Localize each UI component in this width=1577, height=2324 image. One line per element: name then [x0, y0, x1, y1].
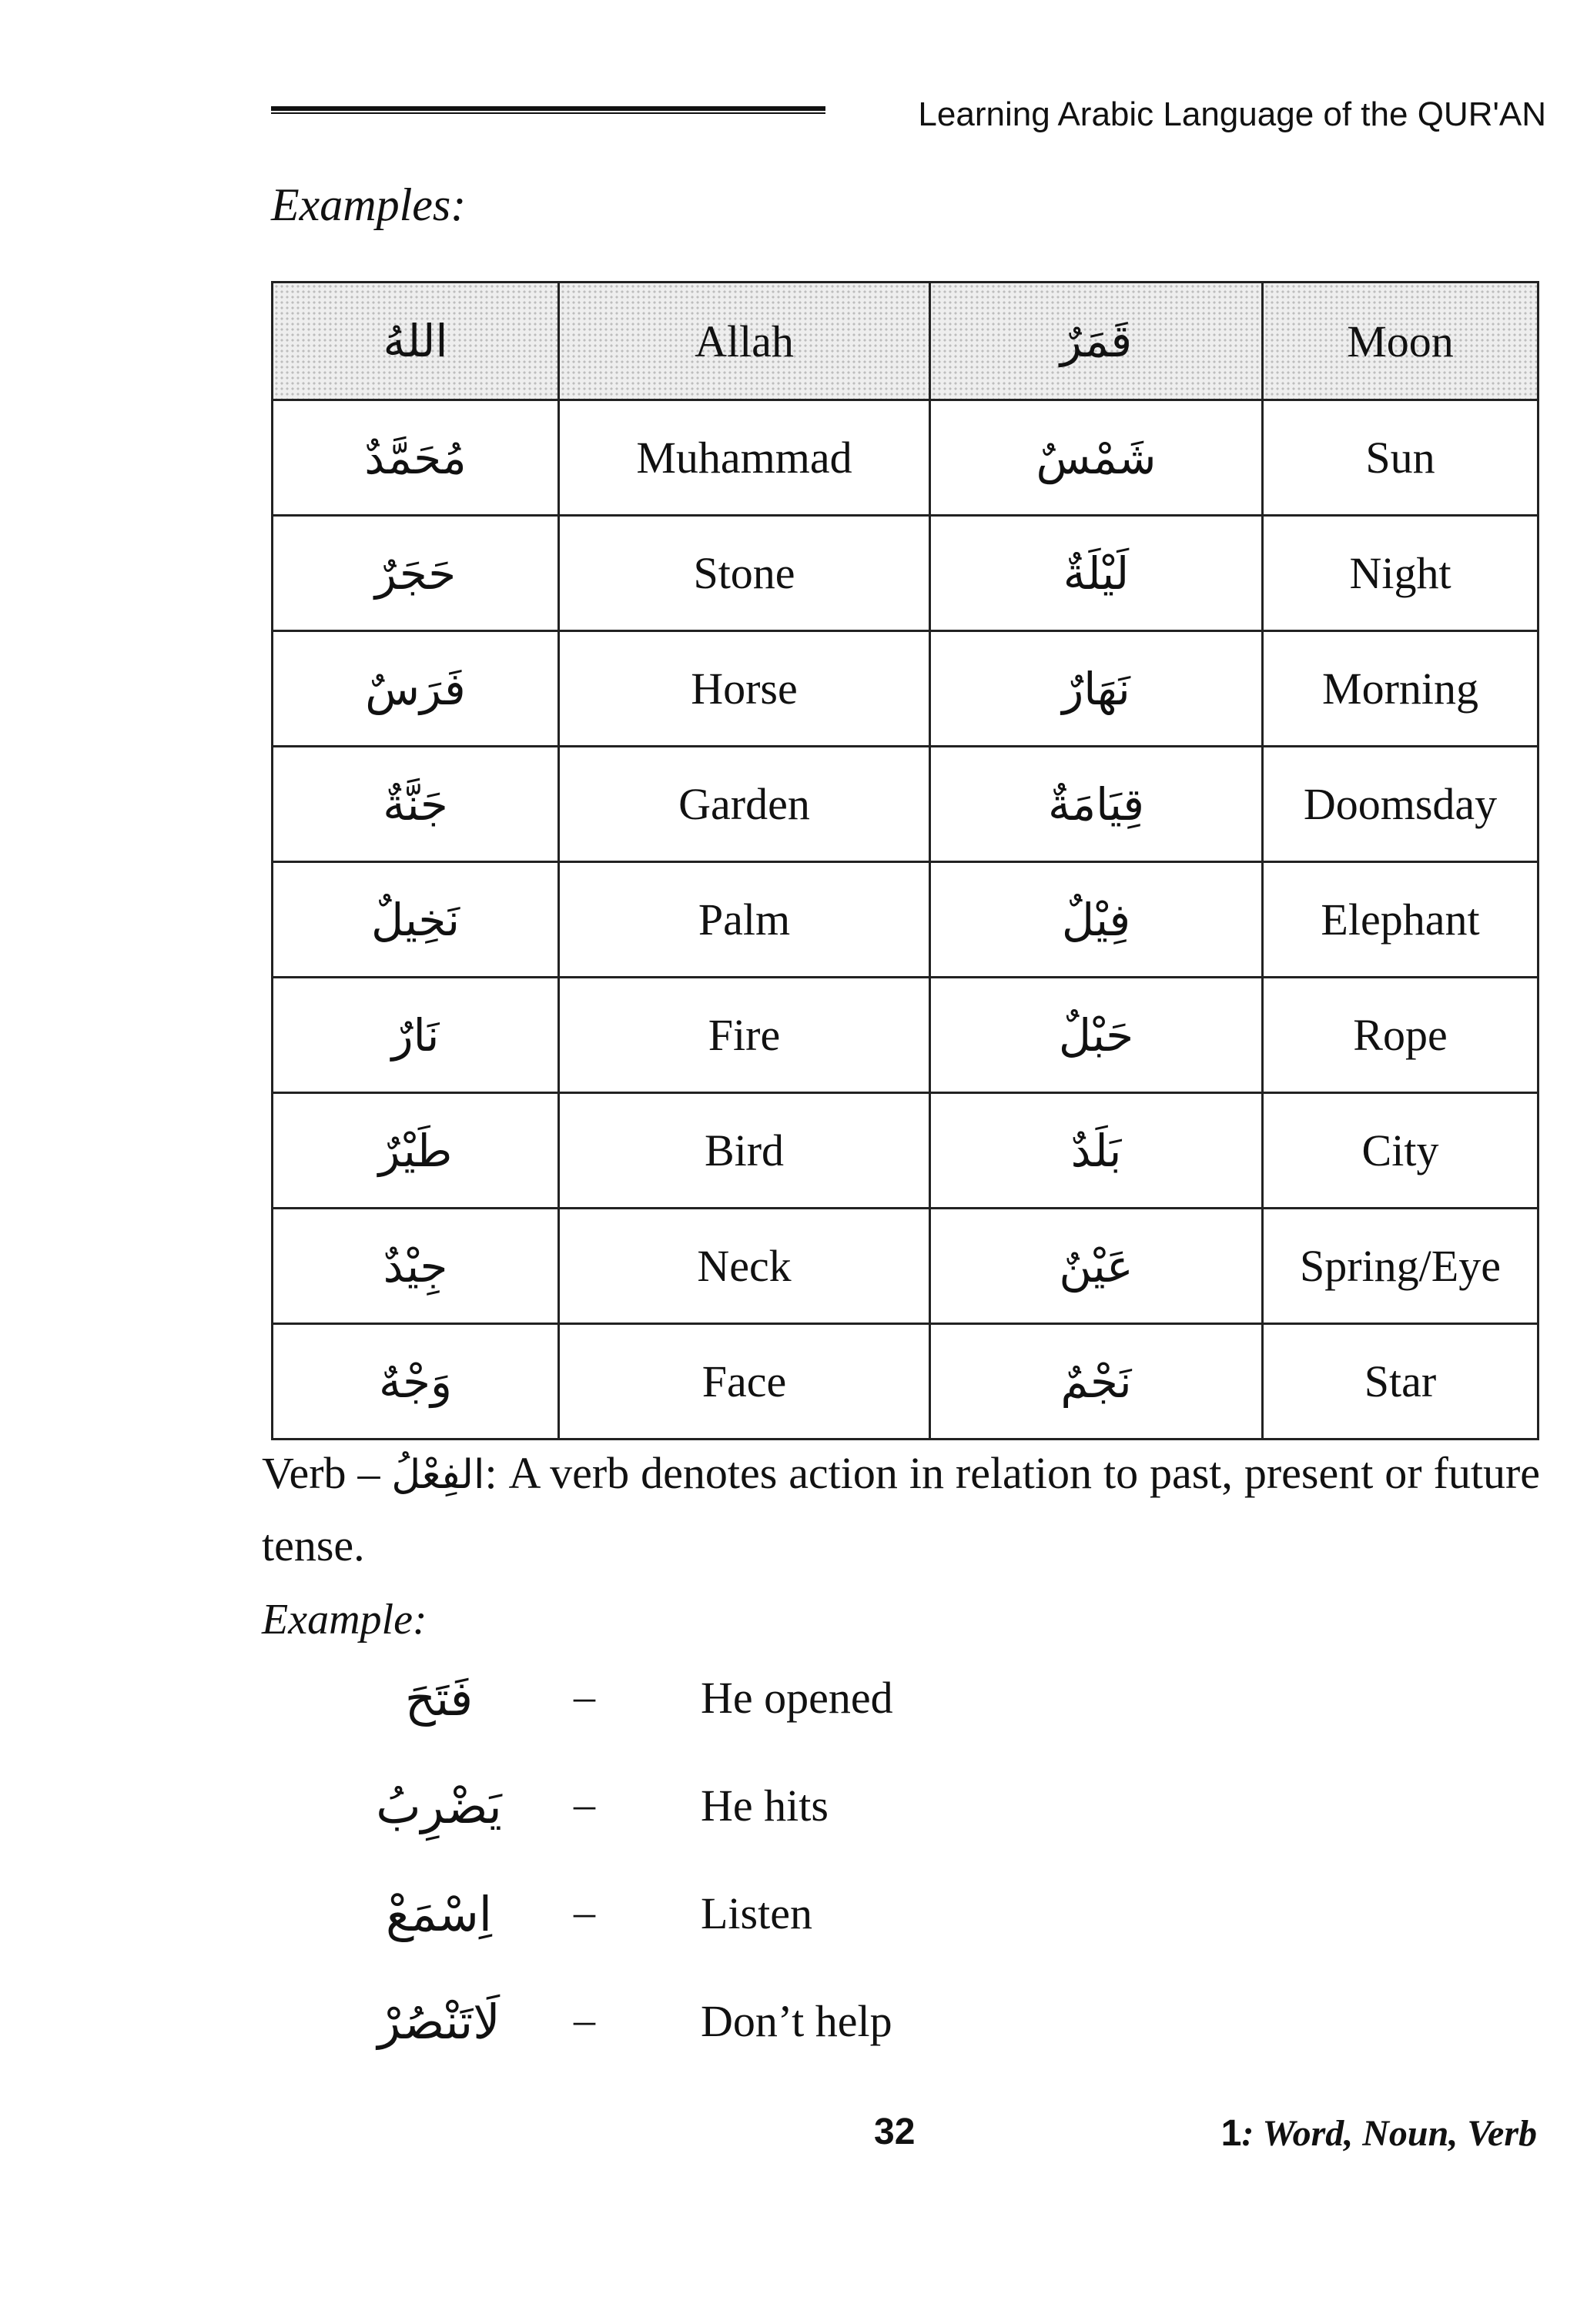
- arabic-word-cell: جِيْدٌ: [273, 1209, 559, 1324]
- list-item: [0, 1663, 1577, 1771]
- arabic-word-cell: طَيْرٌ: [273, 1093, 559, 1209]
- english-word-cell: Moon: [1263, 283, 1538, 400]
- arabic-word-cell: قَمَرٌ: [930, 283, 1263, 400]
- english-word-cell: Doomsday: [1263, 747, 1538, 862]
- chapter-title: Word, Noun, Verb: [1254, 2113, 1537, 2154]
- chapter-footer-label: [1221, 2112, 1537, 2155]
- arabic-word-cell: وَجْهٌ: [273, 1324, 559, 1440]
- english-word-cell: Bird: [559, 1093, 930, 1209]
- arabic-word-cell: جَنَّةٌ: [273, 747, 559, 862]
- english-word-cell: Star: [1263, 1324, 1538, 1440]
- arabic-word-cell: نَخِيلٌ: [273, 862, 559, 978]
- english-word-cell: Stone: [559, 516, 930, 631]
- arabic-word-cell: فَرَسٌ: [273, 631, 559, 747]
- list-item: [0, 1878, 1577, 1986]
- verb-definition-text: A verb denotes action in relation to past, present or future tense.: [262, 1448, 1541, 1570]
- arabic-word-cell: مُحَمَّدٌ: [273, 400, 559, 516]
- english-word-cell: Fire: [559, 978, 930, 1093]
- example-translation: Listen: [701, 1888, 812, 1938]
- arabic-word-cell: حَجَرٌ: [273, 516, 559, 631]
- page-number: 32: [874, 2112, 916, 2152]
- header-rule: [271, 106, 825, 114]
- verb-definition-paragraph: [262, 1438, 1540, 1581]
- verb-examples-list: [0, 1663, 1577, 2094]
- arabic-word-cell: لَيْلَةٌ: [930, 516, 1263, 631]
- table-row: [273, 631, 1538, 747]
- table-row: [273, 1209, 1538, 1324]
- list-item: [0, 1986, 1577, 2094]
- english-word-cell: City: [1263, 1093, 1538, 1209]
- table-row: [273, 978, 1538, 1093]
- english-word-cell: Night: [1263, 516, 1538, 631]
- example-translation: Don’t help: [701, 1996, 892, 2046]
- example-translation: He opened: [701, 1673, 893, 1723]
- english-word-cell: Allah: [559, 283, 930, 400]
- arabic-word-cell: نَارٌ: [273, 978, 559, 1093]
- english-word-cell: Face: [559, 1324, 930, 1440]
- vocabulary-table: [271, 281, 1539, 1440]
- english-word-cell: Sun: [1263, 400, 1538, 516]
- example-dash: –: [574, 1996, 595, 2044]
- arabic-word-cell: قِيَامَةٌ: [930, 747, 1263, 862]
- arabic-word-cell: حَبْلٌ: [930, 978, 1263, 1093]
- table-row: [273, 862, 1538, 978]
- english-word-cell: Garden: [559, 747, 930, 862]
- english-word-cell: Palm: [559, 862, 930, 978]
- example-label: Example:: [262, 1596, 427, 1644]
- example-arabic-verb: اِسْمَعْ: [385, 1886, 493, 1942]
- english-word-cell: Morning: [1263, 631, 1538, 747]
- english-word-cell: Rope: [1263, 978, 1538, 1093]
- english-word-cell: Neck: [559, 1209, 930, 1324]
- arabic-word-cell: اللهُ: [273, 283, 559, 400]
- running-header-title: Learning Arabic Language of the QUR'AN: [918, 95, 1546, 133]
- arabic-word-cell: شَمْسٌ: [930, 400, 1263, 516]
- verb-colon: :: [484, 1448, 497, 1498]
- table-header-row: [273, 283, 1538, 400]
- arabic-word-cell: نَهَارٌ: [930, 631, 1263, 747]
- example-dash: –: [574, 1673, 595, 1720]
- example-dash: –: [574, 1781, 595, 1828]
- table-row: [273, 516, 1538, 631]
- verb-term: Verb: [262, 1448, 347, 1498]
- arabic-word-cell: عَيْنٌ: [930, 1209, 1263, 1324]
- chapter-number: 1: [1220, 2113, 1242, 2154]
- table-row: [273, 400, 1538, 516]
- english-word-cell: Muhammad: [559, 400, 930, 516]
- example-translation: He hits: [701, 1781, 829, 1831]
- verb-dash: –: [346, 1448, 392, 1498]
- arabic-word-cell: نَجْمٌ: [930, 1324, 1263, 1440]
- table-row: [273, 747, 1538, 862]
- list-item: [0, 1771, 1577, 1878]
- example-arabic-verb: فَتَحَ: [404, 1670, 474, 1727]
- example-dash: –: [574, 1888, 595, 1936]
- examples-label: Examples:: [271, 179, 467, 230]
- arabic-word-cell: فِيْلٌ: [930, 862, 1263, 978]
- table-row: [273, 1324, 1538, 1440]
- chapter-separator: :: [1241, 2113, 1254, 2154]
- table-row: [273, 1093, 1538, 1209]
- example-arabic-verb: يَضْرِبُ: [376, 1778, 502, 1834]
- verb-arabic-term: الفِعْلُ: [391, 1452, 485, 1498]
- arabic-word-cell: بَلَدٌ: [930, 1093, 1263, 1209]
- english-word-cell: Horse: [559, 631, 930, 747]
- english-word-cell: Elephant: [1263, 862, 1538, 978]
- example-arabic-verb: لَاتَنْصُرْ: [377, 1994, 501, 2050]
- english-word-cell: Spring/Eye: [1263, 1209, 1538, 1324]
